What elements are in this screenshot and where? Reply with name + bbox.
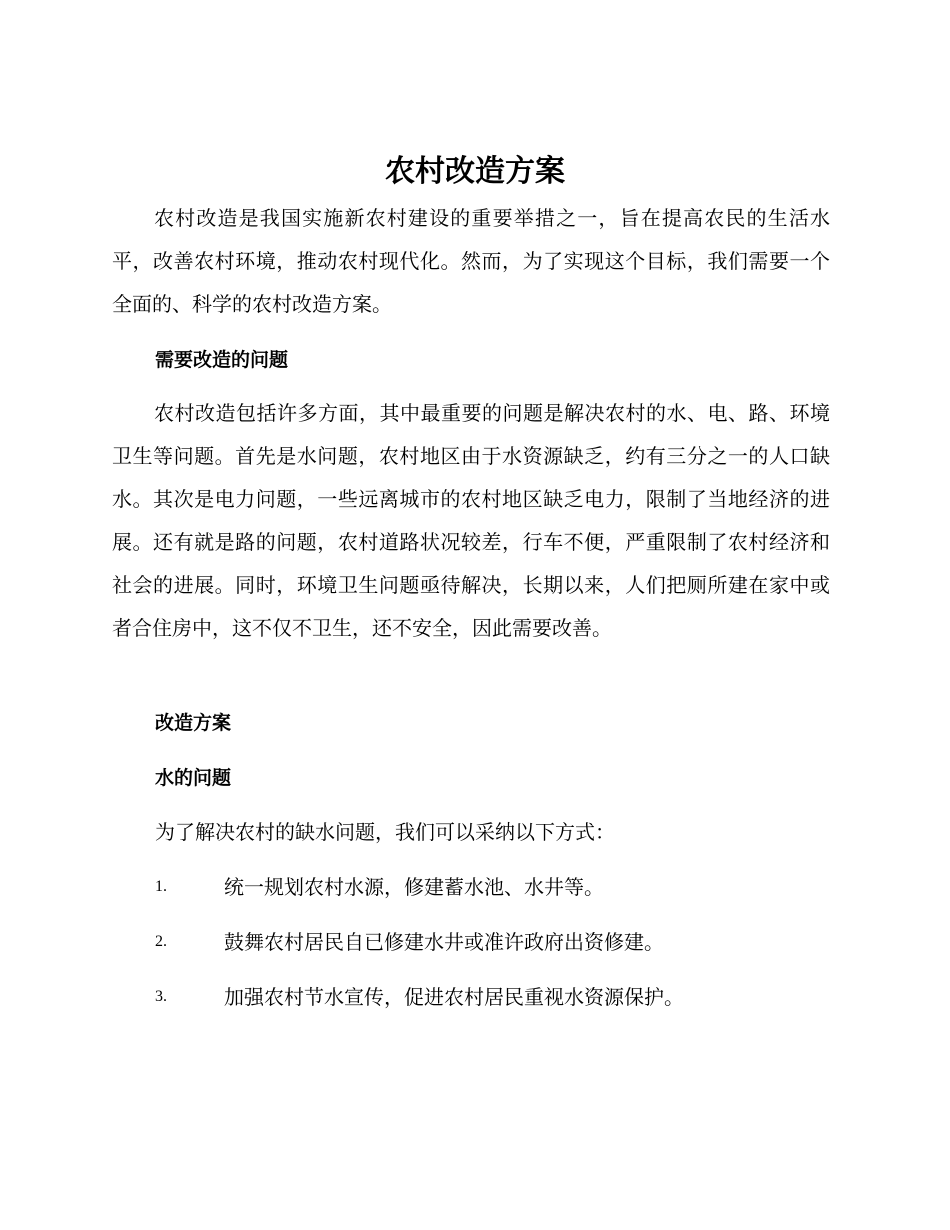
water-lead-text: 为了解决农村的缺水问题，我们可以采纳以下方式： [155,820,615,844]
subheading-water: 水的问题 [155,767,232,789]
list-item-number: 3. [155,988,167,1005]
section-heading-problems: 需要改造的问题 [155,349,289,371]
list-item-number: 1. [155,878,167,895]
list-item [155,927,835,957]
problems-paragraph: 农村改造包括许多方面，其中最重要的问题是解决农村的水、电、路、环境卫生等问题。首先是水问题，农村地区由于水资源缺乏，约有三分之一的人口缺水。其次是电力问题，一些远离城市的农村地区缺乏电力，限制了当地经济的进展。还有就是路的问题，农村道路状况较差，行车不便，严重限制了农村经济和社会的进展。同时，环境卫生问题亟待解决，长期以来，人们把厕所建在家中或者合住房中，这不仅不卫生，还不安全，因此需要改善。 [112,401,830,640]
intro-paragraph: 农村改造是我国实施新农村建设的重要举措之一，旨在提高农民的生活水平，改善农村环境，推动农村现代化。然而，为了实现这个目标，我们需要一个全面的、科学的农村改造方案。 [112,206,830,316]
list-item-text: 加强农村节水宣传，促进农村居民重视水资源保护。 [224,985,684,1009]
document-title: 农村改造方案 [385,154,565,189]
section-heading-plan: 改造方案 [155,712,232,734]
list-item-text: 统一规划农村水源，修建蓄水池、水井等。 [224,875,604,899]
list-item [155,872,835,902]
list-item-number: 2. [155,933,167,950]
list-item [155,982,835,1012]
list-item-text: 鼓舞农村居民自已修建水井或准许政府出资修建。 [224,930,664,954]
